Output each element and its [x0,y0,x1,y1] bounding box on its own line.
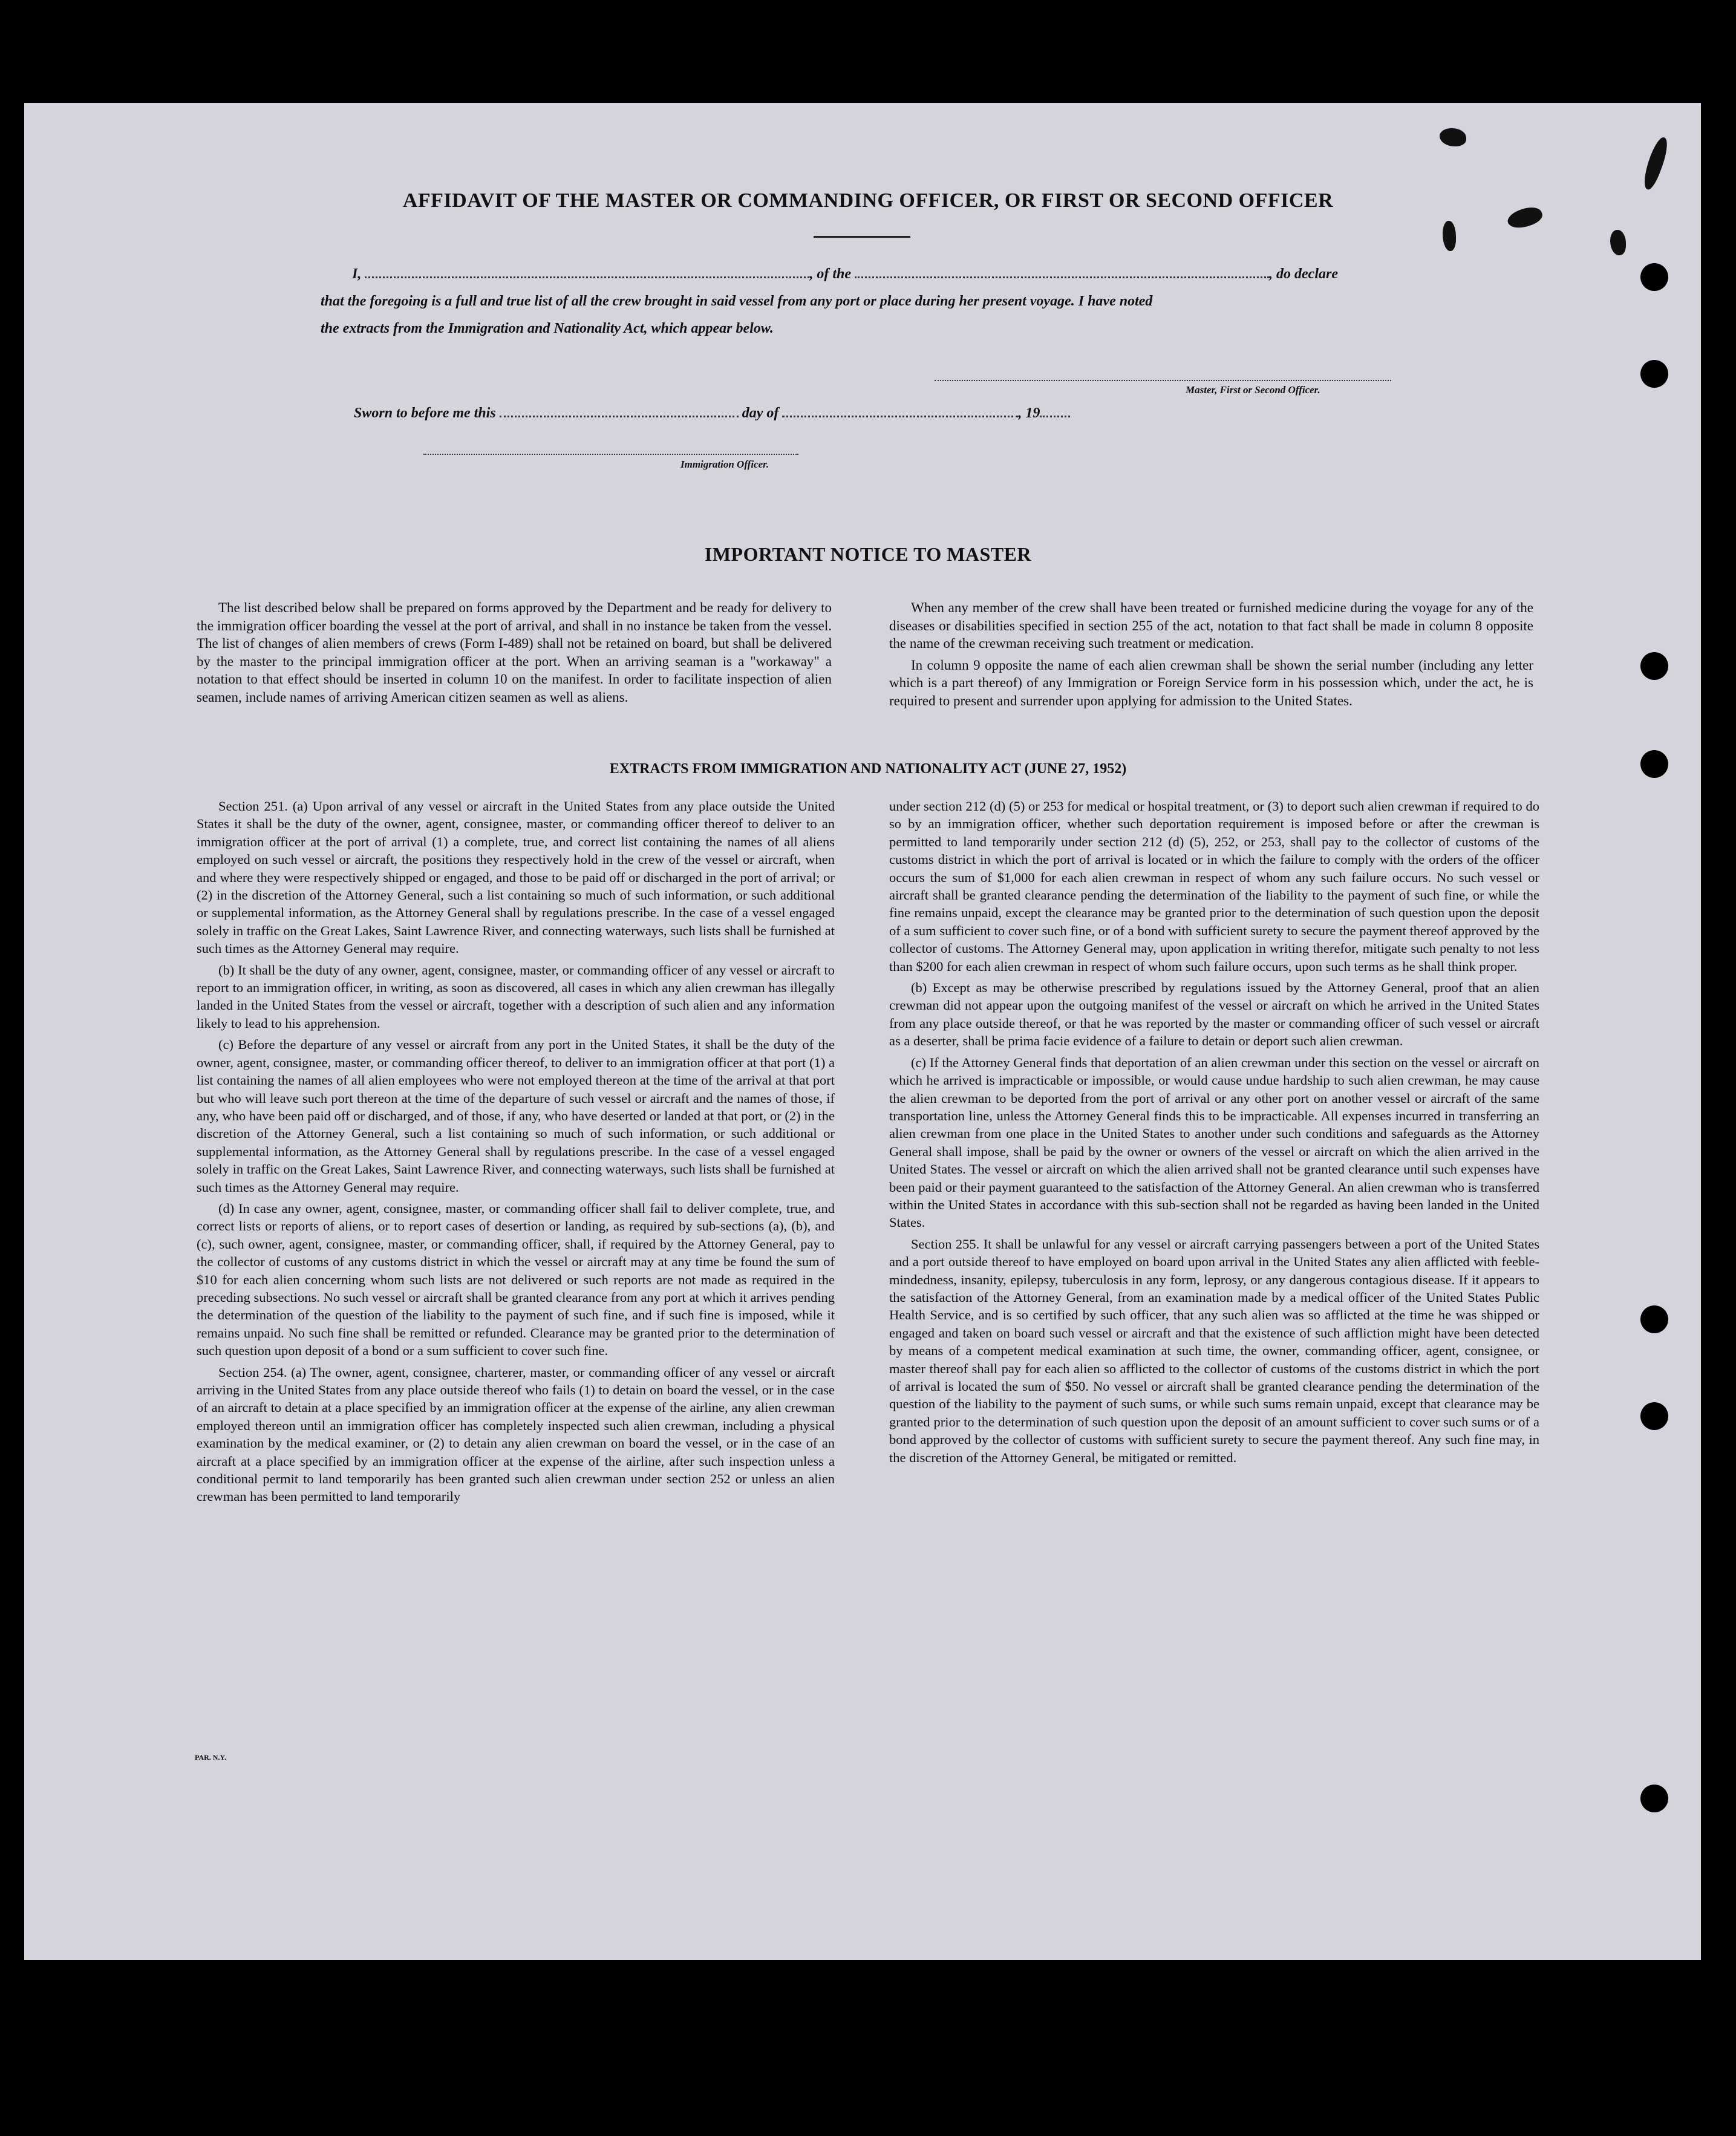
section-251-c: (c) Before the departure of any vessel or aircraft from any port in the United States, it shall be the duty of the owner, agent, consignee, master, or commanding officer thereof, to deliver to an immigration officer at that port (1) a list containing the names of all alien employees who were not employed thereon at the time of the arrival at that port but who will leave such port thereon at the time of the departure of such vessel or aircraft and the names of those, if any, who have been paid off or discharged, and of those, if any, who have deserted or landed at that port, or (2) in the discretion of the Attorney General, such a list containing so much of such information, or such additional or supplemental information, as the Attorney General shall by regulations prescribe. In the case of a vessel engaged solely in traffic on the Great Lakes, Saint Lawrence River, and connecting waterways, such lists shall be furnished at such times as the Attorney General may require. [197,1037,835,1195]
vessel-field[interactable] [855,273,1269,278]
text-year: , 19 [1018,405,1040,421]
printer-mark: PAR. N.Y. [195,1753,227,1762]
officer-signature-line[interactable] [423,454,798,455]
notice-right-paragraph-2: In column 9 opposite the name of each alien crewman shall be shown the serial number (including any letter which is a part thereof) of any Immigration or Foreign Service form in his possession which, under the act, he is required to present and surrender upon applying for admission to the United States. [889,657,1533,708]
punch-hole [1640,1785,1668,1812]
title-rule [814,236,910,238]
sworn-day-field[interactable] [500,412,739,417]
section-254-b: (b) Except as may be otherwise prescribed by regulations issued by the Attorney General, proof that an alien crewman did not appear upon the outgoing manifest of the vessel or aircraft on which he arrived in the United States from any place outside thereof, or that he was reported by the master or commanding officer of such vessel or aircraft as a deserter, shall be prima facie evidence of a failure to detain or deport such alien crewman. [889,980,1539,1049]
extracts-right-column [889,797,1539,1470]
section-251-b: (b) It shall be the duty of any owner, agent, consignee, master, or commanding officer of any vessel or aircraft to report to an immigration officer, in writing, as soon as discovered, all cases in which any alien crewman has illegally landed in the United States from the vessel or aircraft, together with a description of such alien and any information likely to lead to his apprehension. [197,962,835,1031]
sworn-month-field[interactable] [782,412,1018,417]
extracts-left-column [197,797,835,1509]
section-255: Section 255. It shall be unlawful for any vessel or aircraft carrying passengers between a port of the United States and a port outside thereof to have employed on board upon arrival in the United States any alien afflicted with feeble-mindedness, insanity, epilepsy, tuberculosis in any form, leprosy, or any dangerous contagious disease. If it appears to the satisfaction of the Attorney General, from an examination made by a medical officer of the United States Public Health Service, and is so certified by such officer, that any such alien was so afflicted at the time he was shipped or engaged and taken on board such vessel or aircraft and that the existence of such affliction might have been detected by means of a competent medical examination at such time, the owner, commanding officer, agent, consignee, or master thereof shall pay for each alien so afflicted to the collector of customs of the customs district in which the port of arrival is located the sum of $50. No vessel or aircraft shall be granted clearance pending the determination of the question of the liability to the payment of such sums, or while such sums remain unpaid, except that clearance may be granted prior to the determination of such question upon the deposit of an amount sufficient to cover such sums or of a bond approved by the collector of customs with sufficient surety to secure the payment thereof. Any such fine may, in the discretion of the Attorney General, be mitigated or remitted. [889,1236,1539,1465]
officer-signature-label: Immigration Officer. [680,459,769,470]
ink-blot [1443,221,1456,251]
extracts-title: EXTRACTS FROM IMMIGRATION AND NATIONALITY ACT (JUNE 27, 1952) [609,761,1127,777]
text-sworn: Sworn to before me this [354,405,496,421]
affidavit-line2: that the foregoing is a full and true list of all the crew brought in said vessel from any port or place during her present voyage. I have noted [321,293,1153,309]
name-field[interactable] [365,273,809,278]
text-of: , of the [809,266,852,282]
notice-right-column [889,599,1533,714]
ink-blot [1610,230,1626,255]
master-signature-line[interactable] [935,380,1391,381]
notice-right-paragraph-1: When any member of the crew shall have been treated or furnished medicine during the voyage for any of the diseases or disabilities specified in section 255 of the act, notation to that fact shall be made in column 8 opposite the name of the crewman receiving such treatment or medication. [889,600,1533,652]
sworn-line [354,405,1070,422]
section-254-c: (c) If the Attorney General finds that deportation of an alien crewman under this section on the vessel or aircraft on which he arrived is impracticable or impossible, or would cause undue hardship to such alien crewman, he may cause the alien crewman to be deported from the port of arrival or any other port on another vessel or aircraft of the same transportation line, unless the Attorney General finds this to be impracticable. All expenses incurred in transferring an alien crewman from one place in the United States to another under such conditions and safeguards as the Attorney General shall impose, shall be paid by the owner or owners of the vessel or aircraft on which the alien arrived in the United States. The vessel or aircraft on which the alien arrived shall not be granted clearance until such expenses have been paid or their payment guaranteed to the satisfaction of the Attorney General. An alien crewman who is transferred within the United States in accordance with this sub-section shall not be regarded as having been landed in the United States. [889,1054,1539,1230]
text-day-of: day of [742,405,779,421]
punch-hole [1640,1402,1668,1430]
notice-left-paragraph: The list described below shall be prepared on forms approved by the Department and be ready for delivery to the immigration officer boarding the vessel at the port of arrival, and shall in no instance be taken from the vessel. The list of changes of alien members of crews (Form I-489) shall not be retained on board, but shall be delivered by the master to the principal immigration officer at the port. When an arriving seaman is a "workaway" a notation to that effect should be inserted in column 10 on the manifest. In order to facilitate inspection of alien seamen, include names of arriving American citizen seamen as well as aliens. [197,600,832,705]
section-251-a: Section 251. (a) Upon arrival of any vessel or aircraft in the United States from any place outside the United States it shall be the duty of the owner, agent, consignee, master, or commanding officer thereof to deliver to an immigration officer at the port of arrival (1) a complete, true, and correct list containing the names of all aliens employed on such vessel or aircraft, the positions they respectively hold in the crew of the vessel or aircraft, when and where they were respectively shipped or engaged, and those to be paid off or discharged in the port of arrival; or (2) in the discretion of the Attorney General, such a list containing so much of such information, or such additional or supplemental information, as the Attorney General shall by regulations prescribe. In the case of a vessel engaged solely in traffic on the Great Lakes, Saint Lawrence River, and connecting waterways, such lists shall be furnished at such times as the Attorney General may require. [197,799,835,956]
punch-hole [1640,360,1668,388]
notice-left-column [197,599,832,710]
punch-hole [1640,263,1668,291]
affidavit-line1 [352,266,1338,283]
punch-hole [1640,652,1668,680]
punch-hole [1640,1305,1668,1333]
affidavit-title: AFFIDAVIT OF THE MASTER OR COMMANDING OFFICER, OR FIRST OR SECOND OFFICER [402,189,1334,212]
sworn-year-field[interactable] [1040,412,1070,417]
section-251-d: (d) In case any owner, agent, consignee, master, or commanding officer shall fail to deliver complete, true, and correct lists or reports of aliens, or to report cases of desertion or landing, as required by sub-sections (a), (b), and (c), such owner, agent, consignee, master, or commanding officer, shall, if required by the Attorney General, pay to the collector of customs of any customs district in which the vessel or aircraft may at any time be found the sum of $10 for each alien concerning whom such lists are not delivered or such reports are not made as required in the preceding subsections. No such vessel or aircraft shall be granted clearance from any port at which it arrives pending the determination of the question of the liability to the payment of such fine, and if such fine is imposed, while it remains unpaid. No such fine shall be remitted or refunded. Clearance may be granted prior to the determination of such question upon deposit of a bond or a sum sufficient to cover such fine. [197,1200,835,1359]
section-254-a-continued: under section 212 (d) (5) or 253 for medical or hospital treatment, or (3) to deport such alien crewman if required to do so by an immigration officer, whether such deportation requirement is imposed before or after the crewman is permitted to land temporarily under section 212 (d) (5), 252, or 253, shall pay to the collector of customs of the customs district in which the port of arrival is located or in which the failure to comply with the orders of the officer occurs the sum of $1,000 for each alien crewman in respect of whom any such failure occurs. No such vessel or aircraft shall be granted clearance pending the determination of the liability to the payment of such fine, or while the fine remains unpaid, except the clearance may be granted prior to the determination of such question upon the deposit of a sum sufficient to cover such fine, or of a bond with sufficient surety to secure the payment thereof approved by the collector of customs. The Attorney General may, upon application in writing therefor, mitigate such penalty to not less than $200 for each alien crewman in respect of whom such failure occurs, upon such terms as he shall think proper. [889,799,1539,974]
affidavit-line3: the extracts from the Immigration and Nationality Act, which appear below. [321,321,774,336]
text-declare: , do declare [1269,266,1338,282]
master-signature-label: Master, First or Second Officer. [1186,384,1320,396]
section-254-a: Section 254. (a) The owner, agent, consignee, charterer, master, or commanding officer of any vessel or aircraft arriving in the United States from any place outside thereof who fails (1) to detain on board the vessel, or in the case of an aircraft to detain at a place specified by an immigration officer at the expense of the airline, any alien crewman employed thereon until an immigration officer has completely inspected such alien crewman, including a physical examination by the medical examiner, or (2) to detain any alien crewman on board the vessel, or in the case of an aircraft at a place specified by an immigration officer at the expense of the airline, after such inspection unless a conditional permit to land temporarily has been granted such alien crewman under section 252 or unless an alien crewman has been permitted to land temporarily [197,1364,835,1504]
text-i: I, [352,266,362,282]
notice-title: IMPORTANT NOTICE TO MASTER [704,543,1032,565]
